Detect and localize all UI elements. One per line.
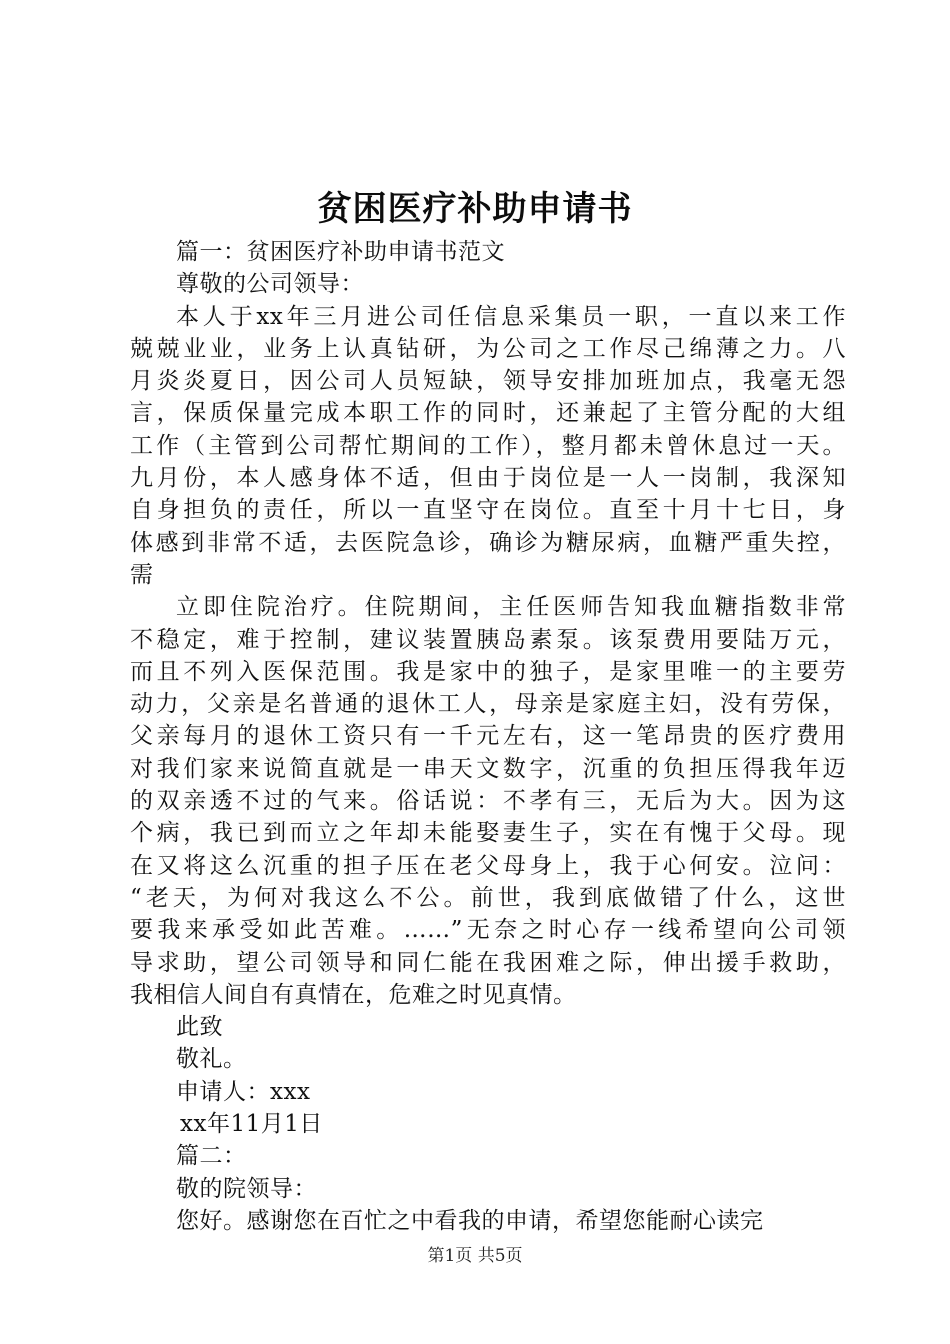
paragraph-line: 九月份，本人感身体不适，但由于岗位是一人一岗制，我深知 <box>130 465 846 492</box>
salutation: 敬的院领导： <box>176 1175 317 1202</box>
applicant-line: 申请人：xxx <box>176 1078 311 1105</box>
paragraph-line: 言，保质保量完成本职工作的同时，还兼起了主管分配的大组 <box>130 400 846 427</box>
paragraph-line: 月炎炎夏日，因公司人员短缺，领导安排加班加点，我毫无怨 <box>130 368 846 395</box>
paragraph-line: 对我们家来说简直就是一串天文数字，沉重的负担压得我年迈 <box>130 755 846 782</box>
page-number: 第1页 共5页 <box>427 1246 523 1266</box>
paragraph-line: 导求助，望公司领导和同仁能在我困难之际，伸出援手救助， <box>130 949 846 976</box>
paragraph-line: 不稳定，难于控制，建议装置胰岛素泵。该泵费用要陆万元， <box>130 626 846 653</box>
paragraph-line: 立即住院治疗。住院期间，主任医师告知我血糖指数非常 <box>176 594 846 621</box>
paragraph-line: 而且不列入医保范围。我是家中的独子，是家里唯一的主要劳 <box>130 658 846 685</box>
paragraph-line: 要我来承受如此苦难。……”无奈之时心存一线希望向公司领 <box>130 917 846 944</box>
paragraph-line: 动力，父亲是名普通的退休工人，母亲是家庭主妇，没有劳保， <box>130 691 846 718</box>
paragraph-line: 的双亲透不过的气来。俗话说：不孝有三，无后为大。因为这 <box>130 788 846 815</box>
section-heading: 篇二： <box>176 1143 247 1170</box>
paragraph-line: “老天，为何对我这么不公。前世，我到底做错了什么，这世 <box>130 884 846 911</box>
paragraph-line: 体感到非常不适，去医院急诊，确诊为糖尿病，血糖严重失控， <box>130 529 846 556</box>
paragraph-line: 兢兢业业，业务上认真钻研，为公司之工作尽己绵薄之力。八 <box>130 335 846 362</box>
document-body <box>130 236 846 1237</box>
paragraph-line: 自身担负的责任，所以一直坚守在岗位。直至十月十七日，身 <box>130 497 846 524</box>
section-heading: 篇一：贫困医疗补助申请书范文 <box>176 239 505 265</box>
salutation: 尊敬的公司领导： <box>176 271 364 298</box>
closing-line: 此致 <box>176 1014 223 1041</box>
paragraph-line: 本人于xx年三月进公司任信息采集员一职，一直以来工作 <box>176 303 846 330</box>
paragraph-line: 工作（主管到公司帮忙期间的工作），整月都未曾休息过一天。 <box>130 432 846 459</box>
closing-line: 敬礼。 <box>176 1046 247 1073</box>
document-title: 贫困医疗补助申请书 <box>317 189 633 229</box>
paragraph-line: 在又将这么沉重的担子压在老父母身上，我于心何安。泣问： <box>130 852 846 879</box>
paragraph-line: 我相信人间自有真情在，危难之时见真情。 <box>130 981 577 1008</box>
paragraph-line: 父亲每月的退休工资只有一千元左右，这一笔昂贵的医疗费用 <box>130 723 846 750</box>
date-line: xx年11月1日 <box>180 1111 323 1138</box>
paragraph-line: 需 <box>130 561 154 588</box>
paragraph-line: 个病，我已到而立之年却未能娶妻生子，实在有愧于父母。现 <box>130 820 846 847</box>
paragraph-line: 您好。感谢您在百忙之中看我的申请，希望您能耐心读完 <box>176 1207 764 1234</box>
